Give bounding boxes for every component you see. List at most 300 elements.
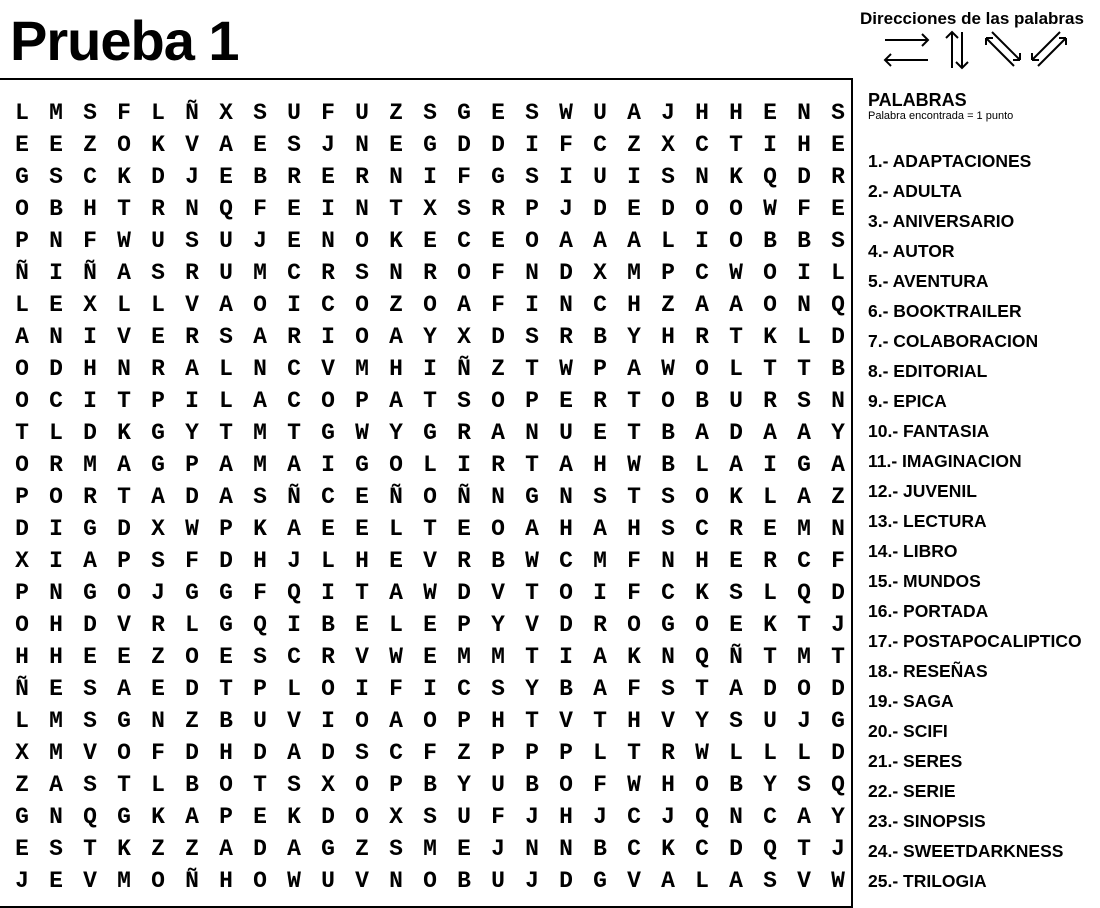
grid-letter[interactable]: V xyxy=(491,580,505,606)
grid-letter[interactable]: P xyxy=(457,612,471,638)
grid-letter[interactable]: C xyxy=(49,388,63,414)
grid-letter[interactable]: O xyxy=(525,228,539,254)
grid-letter[interactable]: M xyxy=(457,644,471,670)
grid-letter[interactable]: F xyxy=(627,580,641,606)
grid-letter[interactable]: E xyxy=(49,292,63,318)
grid-letter[interactable]: H xyxy=(695,100,709,126)
grid-letter[interactable]: B xyxy=(253,164,267,190)
grid-letter[interactable]: X xyxy=(423,196,437,222)
grid-letter[interactable]: C xyxy=(695,260,709,286)
grid-letter[interactable]: J xyxy=(661,804,675,830)
grid-letter[interactable]: H xyxy=(797,132,811,158)
grid-letter[interactable]: A xyxy=(389,324,403,350)
grid-letter[interactable]: W xyxy=(695,740,709,766)
grid-letter[interactable]: D xyxy=(559,260,573,286)
grid-letter[interactable]: W xyxy=(185,516,199,542)
grid-letter[interactable]: E xyxy=(491,100,505,126)
grid-letter[interactable]: O xyxy=(355,292,369,318)
grid-letter[interactable]: Z xyxy=(831,484,845,510)
grid-letter[interactable]: S xyxy=(797,772,811,798)
grid-letter[interactable]: G xyxy=(219,580,233,606)
grid-letter[interactable]: B xyxy=(49,196,63,222)
grid-letter[interactable]: Q xyxy=(695,804,709,830)
grid-letter[interactable]: T xyxy=(117,388,131,414)
grid-letter[interactable]: N xyxy=(559,292,573,318)
grid-letter[interactable]: S xyxy=(661,516,675,542)
grid-letter[interactable]: A xyxy=(185,804,199,830)
grid-letter[interactable]: U xyxy=(321,868,335,894)
grid-letter[interactable]: T xyxy=(525,708,539,734)
grid-letter[interactable]: A xyxy=(219,484,233,510)
grid-letter[interactable]: T xyxy=(15,420,29,446)
grid-letter[interactable]: S xyxy=(763,868,777,894)
grid-letter[interactable]: W xyxy=(389,644,403,670)
grid-letter[interactable]: A xyxy=(661,868,675,894)
grid-letter[interactable]: S xyxy=(49,836,63,862)
grid-letter[interactable]: F xyxy=(253,580,267,606)
grid-letter[interactable]: J xyxy=(287,548,301,574)
grid-letter[interactable]: T xyxy=(525,580,539,606)
grid-letter[interactable]: S xyxy=(457,196,471,222)
grid-letter[interactable]: T xyxy=(83,836,97,862)
grid-letter[interactable]: R xyxy=(661,740,675,766)
grid-letter[interactable]: T xyxy=(729,132,743,158)
grid-letter[interactable]: G xyxy=(321,836,335,862)
grid-letter[interactable]: A xyxy=(151,484,165,510)
grid-letter[interactable]: S xyxy=(797,388,811,414)
grid-letter[interactable]: Y xyxy=(491,612,505,638)
grid-letter[interactable]: E xyxy=(253,804,267,830)
grid-letter[interactable]: O xyxy=(559,772,573,798)
grid-letter[interactable]: E xyxy=(389,132,403,158)
grid-letter[interactable]: A xyxy=(797,484,811,510)
grid-letter[interactable]: R xyxy=(559,324,573,350)
grid-letter[interactable]: T xyxy=(627,740,641,766)
grid-letter[interactable]: S xyxy=(253,100,267,126)
grid-letter[interactable]: T xyxy=(627,388,641,414)
grid-letter[interactable]: J xyxy=(831,612,845,638)
grid-letter[interactable]: O xyxy=(355,772,369,798)
grid-letter[interactable]: X xyxy=(457,324,471,350)
grid-letter[interactable]: S xyxy=(423,100,437,126)
grid-letter[interactable]: A xyxy=(389,708,403,734)
grid-letter[interactable]: U xyxy=(355,100,369,126)
grid-letter[interactable]: D xyxy=(83,420,97,446)
grid-letter[interactable]: I xyxy=(763,452,777,478)
grid-letter[interactable]: T xyxy=(695,676,709,702)
grid-letter[interactable]: Ñ xyxy=(287,484,301,510)
grid-letter[interactable]: K xyxy=(695,580,709,606)
grid-letter[interactable]: N xyxy=(729,804,743,830)
grid-letter[interactable]: G xyxy=(83,580,97,606)
grid-letter[interactable]: O xyxy=(763,260,777,286)
grid-letter[interactable]: K xyxy=(763,612,777,638)
grid-letter[interactable]: U xyxy=(151,228,165,254)
grid-letter[interactable]: R xyxy=(287,164,301,190)
grid-letter[interactable]: I xyxy=(321,324,335,350)
grid-letter[interactable]: S xyxy=(525,324,539,350)
grid-letter[interactable]: E xyxy=(151,676,165,702)
grid-letter[interactable]: Z xyxy=(15,772,29,798)
grid-letter[interactable]: E xyxy=(49,132,63,158)
grid-letter[interactable]: U xyxy=(593,164,607,190)
grid-letter[interactable]: O xyxy=(729,196,743,222)
grid-letter[interactable]: G xyxy=(83,516,97,542)
grid-letter[interactable]: X xyxy=(83,292,97,318)
grid-letter[interactable]: M xyxy=(49,740,63,766)
grid-letter[interactable]: G xyxy=(117,804,131,830)
grid-letter[interactable]: Ñ xyxy=(389,484,403,510)
grid-letter[interactable]: M xyxy=(627,260,641,286)
grid-letter[interactable]: G xyxy=(15,804,29,830)
grid-letter[interactable]: B xyxy=(661,452,675,478)
grid-letter[interactable]: I xyxy=(49,548,63,574)
grid-letter[interactable]: R xyxy=(457,548,471,574)
grid-letter[interactable]: Y xyxy=(695,708,709,734)
grid-letter[interactable]: F xyxy=(389,676,403,702)
grid-letter[interactable]: Z xyxy=(389,100,403,126)
grid-letter[interactable]: Q xyxy=(763,164,777,190)
grid-letter[interactable]: L xyxy=(729,740,743,766)
grid-letter[interactable]: O xyxy=(151,868,165,894)
grid-letter[interactable]: E xyxy=(627,196,641,222)
grid-letter[interactable]: T xyxy=(627,420,641,446)
grid-letter[interactable]: H xyxy=(15,644,29,670)
grid-letter[interactable]: E xyxy=(729,612,743,638)
grid-letter[interactable]: G xyxy=(321,420,335,446)
grid-letter[interactable]: W xyxy=(287,868,301,894)
grid-letter[interactable]: M xyxy=(593,548,607,574)
grid-letter[interactable]: T xyxy=(219,420,233,446)
grid-letter[interactable]: C xyxy=(627,836,641,862)
grid-letter[interactable]: D xyxy=(321,804,335,830)
grid-letter[interactable]: M xyxy=(355,356,369,382)
grid-letter[interactable]: D xyxy=(831,676,845,702)
grid-letter[interactable]: L xyxy=(389,612,403,638)
grid-letter[interactable]: G xyxy=(457,100,471,126)
grid-letter[interactable]: D xyxy=(491,132,505,158)
grid-letter[interactable]: H xyxy=(389,356,403,382)
grid-letter[interactable]: I xyxy=(593,580,607,606)
grid-letter[interactable]: O xyxy=(491,388,505,414)
grid-letter[interactable]: E xyxy=(151,324,165,350)
grid-letter[interactable]: C xyxy=(321,292,335,318)
grid-letter[interactable]: R xyxy=(83,484,97,510)
grid-letter[interactable]: L xyxy=(389,516,403,542)
grid-letter[interactable]: H xyxy=(49,612,63,638)
grid-letter[interactable]: B xyxy=(763,228,777,254)
grid-letter[interactable]: I xyxy=(695,228,709,254)
grid-letter[interactable]: M xyxy=(797,644,811,670)
grid-letter[interactable]: S xyxy=(525,164,539,190)
grid-letter[interactable]: L xyxy=(15,708,29,734)
grid-letter[interactable]: E xyxy=(321,164,335,190)
grid-letter[interactable]: K xyxy=(253,516,267,542)
grid-letter[interactable]: D xyxy=(253,836,267,862)
grid-letter[interactable]: M xyxy=(423,836,437,862)
grid-letter[interactable]: E xyxy=(423,644,437,670)
grid-letter[interactable]: L xyxy=(151,772,165,798)
grid-letter[interactable]: G xyxy=(661,612,675,638)
grid-letter[interactable]: P xyxy=(15,484,29,510)
grid-letter[interactable]: R xyxy=(151,612,165,638)
grid-letter[interactable]: O xyxy=(491,516,505,542)
grid-letter[interactable]: R xyxy=(457,420,471,446)
grid-letter[interactable]: R xyxy=(593,388,607,414)
grid-letter[interactable]: I xyxy=(525,292,539,318)
grid-letter[interactable]: L xyxy=(661,228,675,254)
grid-letter[interactable]: U xyxy=(559,420,573,446)
grid-letter[interactable]: D xyxy=(321,740,335,766)
grid-letter[interactable]: S xyxy=(593,484,607,510)
grid-letter[interactable]: R xyxy=(695,324,709,350)
grid-letter[interactable]: V xyxy=(797,868,811,894)
grid-letter[interactable]: B xyxy=(797,228,811,254)
grid-letter[interactable]: E xyxy=(321,516,335,542)
grid-letter[interactable]: V xyxy=(661,708,675,734)
grid-letter[interactable]: H xyxy=(627,516,641,542)
grid-letter[interactable]: C xyxy=(321,484,335,510)
grid-letter[interactable]: T xyxy=(525,452,539,478)
grid-letter[interactable]: A xyxy=(83,548,97,574)
grid-letter[interactable]: M xyxy=(83,452,97,478)
grid-letter[interactable]: J xyxy=(525,804,539,830)
grid-letter[interactable]: S xyxy=(287,772,301,798)
grid-letter[interactable]: Q xyxy=(219,196,233,222)
grid-letter[interactable]: O xyxy=(389,452,403,478)
grid-letter[interactable]: E xyxy=(423,228,437,254)
grid-letter[interactable]: L xyxy=(117,292,131,318)
grid-letter[interactable]: S xyxy=(831,228,845,254)
grid-letter[interactable]: Z xyxy=(661,292,675,318)
grid-letter[interactable]: C xyxy=(797,548,811,574)
grid-letter[interactable]: C xyxy=(695,132,709,158)
grid-letter[interactable]: O xyxy=(423,868,437,894)
grid-letter[interactable]: H xyxy=(695,548,709,574)
grid-letter[interactable]: S xyxy=(355,740,369,766)
grid-letter[interactable]: U xyxy=(219,260,233,286)
grid-letter[interactable]: O xyxy=(695,356,709,382)
grid-letter[interactable]: B xyxy=(185,772,199,798)
grid-letter[interactable]: S xyxy=(49,164,63,190)
grid-letter[interactable]: F xyxy=(185,548,199,574)
grid-letter[interactable]: S xyxy=(253,484,267,510)
grid-letter[interactable]: V xyxy=(117,324,131,350)
grid-letter[interactable]: D xyxy=(185,484,199,510)
grid-letter[interactable]: H xyxy=(355,548,369,574)
grid-letter[interactable]: F xyxy=(797,196,811,222)
grid-letter[interactable]: P xyxy=(117,548,131,574)
grid-letter[interactable]: N xyxy=(661,644,675,670)
grid-letter[interactable]: N xyxy=(355,132,369,158)
grid-letter[interactable]: N xyxy=(49,228,63,254)
grid-letter[interactable]: Y xyxy=(185,420,199,446)
grid-letter[interactable]: S xyxy=(831,100,845,126)
grid-letter[interactable]: D xyxy=(729,836,743,862)
grid-letter[interactable]: A xyxy=(729,868,743,894)
grid-letter[interactable]: O xyxy=(797,676,811,702)
grid-letter[interactable]: Z xyxy=(389,292,403,318)
grid-letter[interactable]: T xyxy=(389,196,403,222)
grid-letter[interactable]: U xyxy=(253,708,267,734)
grid-letter[interactable]: W xyxy=(559,356,573,382)
grid-letter[interactable]: T xyxy=(797,612,811,638)
grid-letter[interactable]: I xyxy=(287,292,301,318)
grid-letter[interactable]: R xyxy=(321,260,335,286)
grid-letter[interactable]: B xyxy=(729,772,743,798)
grid-letter[interactable]: H xyxy=(593,452,607,478)
grid-letter[interactable]: C xyxy=(287,356,301,382)
grid-letter[interactable]: O xyxy=(253,868,267,894)
grid-letter[interactable]: T xyxy=(525,356,539,382)
grid-letter[interactable]: P xyxy=(491,740,505,766)
grid-letter[interactable]: B xyxy=(559,676,573,702)
grid-letter[interactable]: D xyxy=(185,676,199,702)
grid-letter[interactable]: Z xyxy=(627,132,641,158)
grid-letter[interactable]: O xyxy=(117,132,131,158)
grid-letter[interactable]: L xyxy=(423,452,437,478)
grid-letter[interactable]: S xyxy=(219,324,233,350)
grid-letter[interactable]: X xyxy=(15,548,29,574)
grid-letter[interactable]: N xyxy=(525,836,539,862)
grid-letter[interactable]: E xyxy=(15,836,29,862)
grid-letter[interactable]: O xyxy=(627,612,641,638)
grid-letter[interactable]: O xyxy=(695,196,709,222)
grid-letter[interactable]: N xyxy=(185,196,199,222)
grid-letter[interactable]: N xyxy=(389,260,403,286)
grid-letter[interactable]: D xyxy=(831,740,845,766)
grid-letter[interactable]: U xyxy=(593,100,607,126)
grid-letter[interactable]: D xyxy=(831,324,845,350)
grid-letter[interactable]: S xyxy=(661,484,675,510)
grid-letter[interactable]: A xyxy=(15,324,29,350)
grid-letter[interactable]: H xyxy=(559,516,573,542)
grid-letter[interactable]: Ñ xyxy=(83,260,97,286)
grid-letter[interactable]: O xyxy=(729,228,743,254)
grid-letter[interactable]: A xyxy=(831,452,845,478)
grid-letter[interactable]: K xyxy=(151,132,165,158)
grid-letter[interactable]: G xyxy=(117,708,131,734)
grid-letter[interactable]: L xyxy=(729,356,743,382)
grid-letter[interactable]: E xyxy=(355,484,369,510)
grid-letter[interactable]: H xyxy=(661,772,675,798)
grid-letter[interactable]: H xyxy=(627,708,641,734)
grid-letter[interactable]: A xyxy=(219,836,233,862)
grid-letter[interactable]: B xyxy=(593,324,607,350)
grid-letter[interactable]: D xyxy=(185,740,199,766)
grid-letter[interactable]: T xyxy=(627,484,641,510)
grid-letter[interactable]: Ñ xyxy=(457,356,471,382)
grid-letter[interactable]: U xyxy=(491,868,505,894)
grid-letter[interactable]: D xyxy=(661,196,675,222)
grid-letter[interactable]: S xyxy=(729,580,743,606)
grid-letter[interactable]: U xyxy=(763,708,777,734)
grid-letter[interactable]: Ñ xyxy=(185,100,199,126)
grid-letter[interactable]: Q xyxy=(287,580,301,606)
grid-letter[interactable]: F xyxy=(491,804,505,830)
grid-letter[interactable]: S xyxy=(151,548,165,574)
grid-letter[interactable]: J xyxy=(321,132,335,158)
grid-letter[interactable]: C xyxy=(661,580,675,606)
grid-letter[interactable]: Q xyxy=(83,804,97,830)
grid-letter[interactable]: R xyxy=(151,356,165,382)
grid-letter[interactable]: Z xyxy=(185,708,199,734)
grid-letter[interactable]: X xyxy=(219,100,233,126)
grid-letter[interactable]: N xyxy=(355,196,369,222)
grid-letter[interactable]: J xyxy=(491,836,505,862)
grid-letter[interactable]: A xyxy=(695,292,709,318)
grid-letter[interactable]: I xyxy=(321,196,335,222)
grid-letter[interactable]: E xyxy=(83,644,97,670)
grid-letter[interactable]: Z xyxy=(457,740,471,766)
grid-letter[interactable]: W xyxy=(525,548,539,574)
grid-letter[interactable]: O xyxy=(559,580,573,606)
grid-letter[interactable]: E xyxy=(457,836,471,862)
grid-letter[interactable]: J xyxy=(525,868,539,894)
grid-letter[interactable]: F xyxy=(627,676,641,702)
grid-letter[interactable]: B xyxy=(491,548,505,574)
grid-letter[interactable]: S xyxy=(83,772,97,798)
grid-letter[interactable]: G xyxy=(525,484,539,510)
grid-letter[interactable]: X xyxy=(321,772,335,798)
grid-letter[interactable]: V xyxy=(559,708,573,734)
grid-letter[interactable]: L xyxy=(797,324,811,350)
grid-letter[interactable]: O xyxy=(355,324,369,350)
grid-letter[interactable]: K xyxy=(151,804,165,830)
grid-letter[interactable]: K xyxy=(117,836,131,862)
grid-letter[interactable]: R xyxy=(729,516,743,542)
grid-letter[interactable]: I xyxy=(457,452,471,478)
grid-letter[interactable]: D xyxy=(559,612,573,638)
grid-letter[interactable]: E xyxy=(355,612,369,638)
grid-letter[interactable]: W xyxy=(661,356,675,382)
grid-letter[interactable]: O xyxy=(457,260,471,286)
grid-letter[interactable]: S xyxy=(525,100,539,126)
grid-letter[interactable]: H xyxy=(83,196,97,222)
grid-letter[interactable]: L xyxy=(321,548,335,574)
grid-letter[interactable]: J xyxy=(15,868,29,894)
grid-letter[interactable]: D xyxy=(219,548,233,574)
grid-letter[interactable]: A xyxy=(593,644,607,670)
grid-letter[interactable]: L xyxy=(15,292,29,318)
grid-letter[interactable]: N xyxy=(661,548,675,574)
grid-letter[interactable]: L xyxy=(763,740,777,766)
grid-letter[interactable]: S xyxy=(253,644,267,670)
grid-letter[interactable]: T xyxy=(219,676,233,702)
grid-letter[interactable]: E xyxy=(457,516,471,542)
grid-letter[interactable]: B xyxy=(423,772,437,798)
grid-letter[interactable]: D xyxy=(831,580,845,606)
grid-letter[interactable]: B xyxy=(457,868,471,894)
grid-letter[interactable]: J xyxy=(253,228,267,254)
grid-letter[interactable]: M xyxy=(117,868,131,894)
grid-letter[interactable]: R xyxy=(831,164,845,190)
grid-letter[interactable]: E xyxy=(763,516,777,542)
grid-letter[interactable]: P xyxy=(15,580,29,606)
grid-letter[interactable]: E xyxy=(49,868,63,894)
grid-letter[interactable]: F xyxy=(593,772,607,798)
grid-letter[interactable]: V xyxy=(321,356,335,382)
grid-letter[interactable]: O xyxy=(15,196,29,222)
grid-letter[interactable]: O xyxy=(355,804,369,830)
grid-letter[interactable]: C xyxy=(287,388,301,414)
grid-letter[interactable]: G xyxy=(831,708,845,734)
grid-letter[interactable]: N xyxy=(525,260,539,286)
grid-letter[interactable]: B xyxy=(321,612,335,638)
grid-letter[interactable]: C xyxy=(593,132,607,158)
grid-letter[interactable]: Z xyxy=(151,644,165,670)
grid-letter[interactable]: T xyxy=(525,644,539,670)
